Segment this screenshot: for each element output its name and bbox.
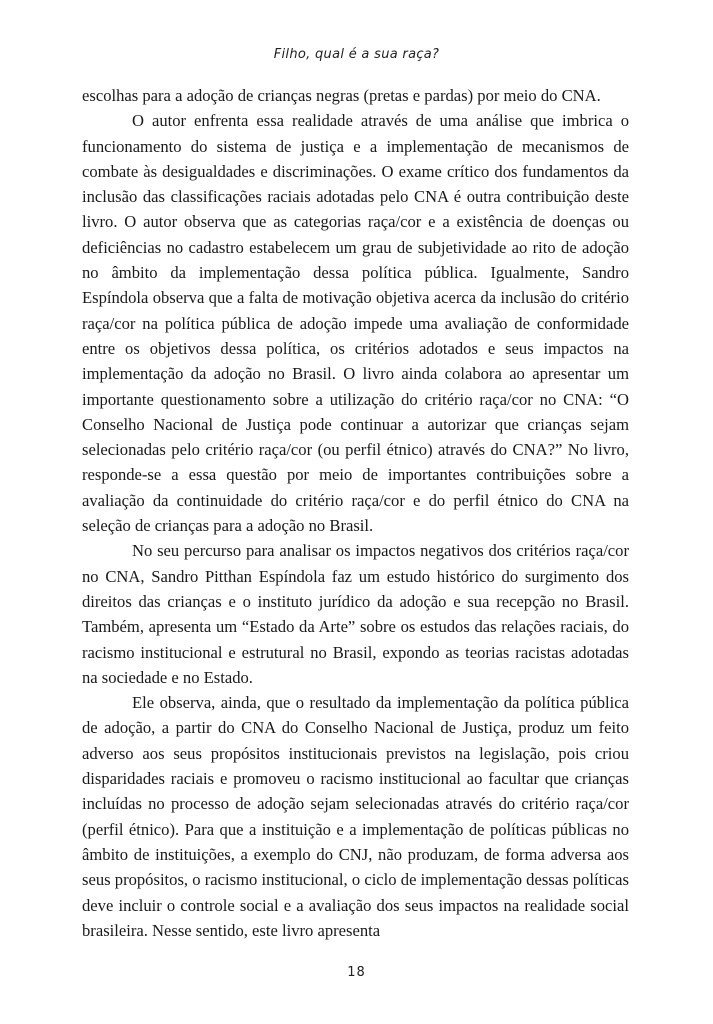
paragraph: No seu percurso para analisar os impactos negativos dos critérios raça/cor no CNA, Sandro Pitthan Espíndola faz um estudo histórico do surgimento dos direitos das crianças e o instituto jurídico da adoção e sua recepção no Brasil. Também, apresenta um “Estado da Arte” sobre os estudos das relações raciais, do racismo institucional e estrutural no Brasil, expondo as teorias racistas adotadas na sociedade e no Estado.	[82, 541, 629, 687]
paragraph-continuation: escolhas para a adoção de crianças negras (pretas e pardas) por meio do CNA.	[82, 86, 601, 105]
paragraph: Ele observa, ainda, que o resultado da implementação da política pública de adoção, a partir do CNA do Conselho Nacional de Justiça, produz um feito adverso aos seus propósitos institucionais previstos na legislação, pois criou disparidades raciais e promoveu o racismo institucional ao facultar que crianças incluídas no processo de adoção sejam selecionadas através do critério raça/cor (perfil étnico). Para que a instituição e a implementação de políticas públicas no âmbito de instituições, a exemplo do CNJ, não produzam, de forma adversa aos seus propósitos, o racismo institucional, o ciclo de implementação dessas políticas deve incluir o controle social e a avaliação dos seus impactos na realidade social brasileira. Nesse sentido, este livro apresenta	[82, 693, 629, 940]
paragraph: O autor enfrenta essa realidade através de uma análise que imbrica o funcionamento do sistema de justiça e a implementação de mecanismos de combate às desigualdades e discriminações. O exame crítico dos fundamentos da inclusão das classificações raciais adotadas pelo CNA é outra contribuição deste livro. O autor observa que as categorias raça/cor e a existência de doenças ou deficiências no cadastro estabelecem um grau de subjetividade ao rito de adoção no âmbito da implementação dessa política pública. Igualmente, Sandro Espíndola observa que a falta de motivação objetiva acerca da inclusão do critério raça/cor na política pública de adoção impede uma avaliação de conformidade entre os objetivos dessa política, os critérios adotados e seus impactos na implementação da adoção no Brasil. O livro ainda colabora ao apresentar um importante questionamento sobre a utilização do critério raça/cor no CNA: “O Conselho Nacional de Justiça pode continuar a autorizar que crianças sejam selecionadas pelo critério raça/cor (ou perfil étnico) através do CNA?” No livro, responde-se a essa questão por meio de importantes contribuições sobre a avaliação da continuidade do critério raça/cor e do perfil étnico do CNA na seleção de crianças para a adoção no Brasil.	[82, 111, 629, 536]
page-number: 18	[347, 965, 366, 980]
body-text	[82, 83, 629, 943]
running-head-title: Filho, qual é a sua raça?	[273, 47, 440, 62]
